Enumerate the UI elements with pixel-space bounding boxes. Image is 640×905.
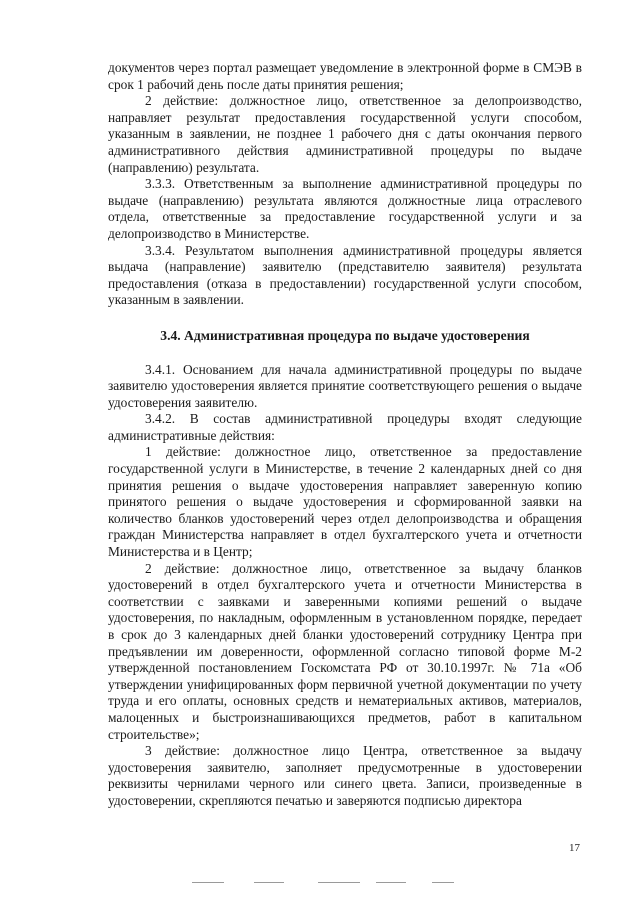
paragraph: документов через портал размещает уведомление в электронной форме в СМЭВ в срок 1 рабочий день после даты принятия решения; [108,60,582,92]
paragraph: 3.4.1. Основанием для начала административной процедуры по выдаче заявителю удостоверения является принятие соответствующего решения о выдаче удостоверения заявителю. [108,361,582,410]
scan-artifact-line [432,882,454,883]
scan-artifact-line [318,882,360,883]
paragraphs-bottom [108,362,582,810]
paragraph: 3.4.2. В состав административной процедуры входят следующие административные действия: [108,411,582,443]
scan-artifact-line [254,882,284,883]
paragraph: 3.3.3. Ответственным за выполнение административной процедуры по выдаче (направлению) результата являются должностные лица отраслевого отдела, ответственные за предоставление государственной услуги и за делопроизводство в Министерстве. [108,176,582,241]
paragraphs-top [108,60,582,309]
scan-artifact-line [376,882,406,883]
section-heading: 3.4. Административная процедура по выдаче удостоверения [160,327,530,343]
paragraph: 1 действие: должностное лицо, ответственное за предоставление государственной услуги в Министерстве, в течение 2 календарных дней со дня принятия решения о выдаче удостоверения направляет заверенную копию принятого решения о выдаче удостоверения и сформированной заявки на количество бланков удостоверений через отдел делопроизводства и обращения граждан Министерства направляет в отдел бухгалтерского учета и отчетности Министерства и в Центр; [108,444,582,560]
page-number: 17 [569,842,580,854]
paragraph: 3.3.4. Результатом выполнения административной процедуры является выдача (направление) заявителю (представителю заявителя) результата предоставления (отказа в предоставлении) государственной услуги способом, указанным в заявлении. [108,242,582,308]
scan-artifact-line [192,882,224,883]
paragraph: 2 действие: должностное лицо, ответственное за делопроизводство, направляет результат предоставления государственной услуги способом, указанным в заявлении, не позднее 1 рабочего дня с даты окончания первого административного действия административной процедуры по выдаче (направлению) результата. [108,93,582,175]
paragraph: 3 действие: должностное лицо Центра, ответственное за выдачу удостоверения заявителю, заполняет предусмотренные в удостоверении реквизиты чернилами черного или синего цвета. Записи, произведенные в удостоверении, скрепляются печатью и заверяются подписью директора [108,743,582,808]
paragraph: 2 действие: должностное лицо, ответственное за выдачу бланков удостоверений в отдел бухгалтерского учета и отчетности Министерства в соответствии с заявками и заверенными копиями решений о выдаче удостоверения, по накладным, оформленным в установленном порядке, передает в срок до 3 календарных дней бланки удостоверений сотруднику Центра при предъявлении им доверенности, оформленной согласно типовой форме М-2 утвержденной постановлением Госкомстата РФ от 30.10.1997г. № 71а «Об утверждении унифицированных форм первичной учетной документации по учету труда и его оплаты, основных средств и нематериальных активов, материалов, малоценных и быстроизнашивающихся предметов, работ в капитальном строительстве»; [108,560,582,742]
document-body [108,60,582,810]
